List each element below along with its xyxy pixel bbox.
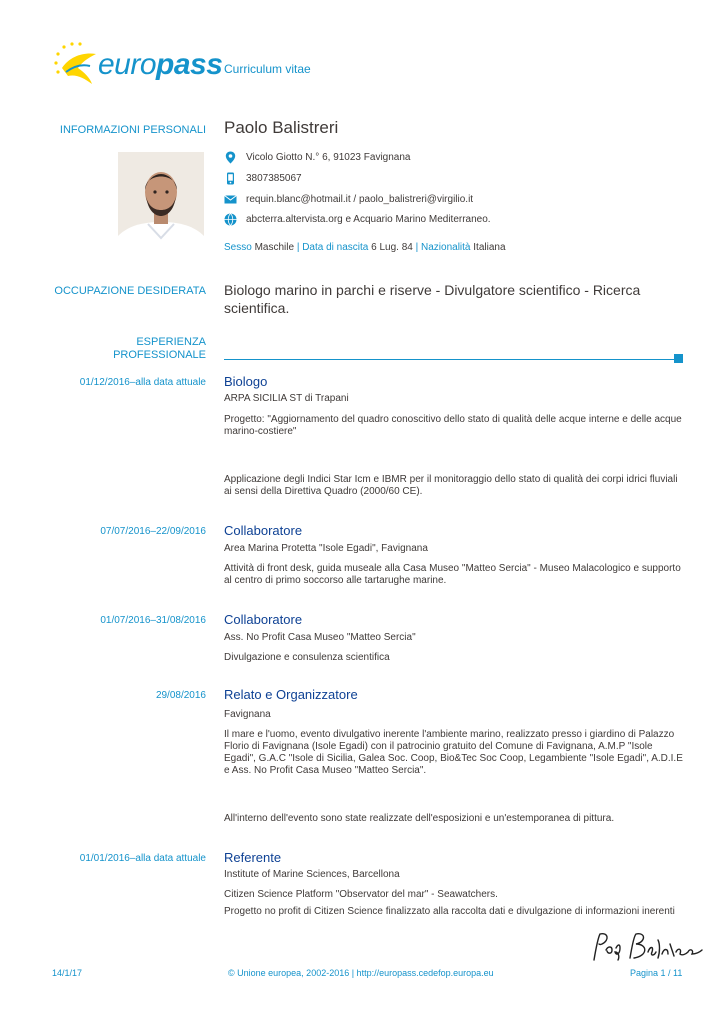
sex-value: Maschile <box>254 242 295 253</box>
experience-employer: ARPA SICILIA ST di Trapani <box>224 393 349 404</box>
birth-date-label: | Data di nascita <box>296 242 369 253</box>
footer-page-number: Pagina 1 / 11 <box>630 968 683 978</box>
sex-label: Sesso <box>224 242 252 253</box>
experience-description: Progetto: "Aggiornamento del quadro conoscitivo dello stato di qualità delle acque interne e delle acque marino-costiere" <box>224 414 682 437</box>
experience-date: 29/08/2016 <box>155 690 206 701</box>
europass-wordmark: europass <box>98 48 223 81</box>
experience-description: Il mare e l'uomo, evento divulgativo inerente l'ambiente marino, realizzato presso i giardino di Palazzo Florio di Favignana (Isole Egadi) con il patrocinio gratuito del Comune di Favignana, A.M.P "Isole Egadi", G.A.C "Isole di Sicilia, Galea Soc. Coop, Bio&Tec Soc Coop, Legambiente "Isole Egadi", A.D.I.E e Ass. No Profit Casa Museo "Matteo Sercia". <box>224 729 683 776</box>
birth-date-value: 6 Lug. 84 <box>371 242 413 253</box>
handwritten-signature <box>590 930 706 964</box>
footer-copyright[interactable]: © Unione europea, 2002-2016 | http://europass.cedefop.europa.eu <box>228 968 494 978</box>
candidate-name: Paolo Balistreri <box>224 118 339 137</box>
experience-description: Divulgazione e consulenza scientifica <box>224 652 390 663</box>
document-title: Curriculum vitae <box>224 62 311 76</box>
experience-title: Collaboratore <box>224 612 303 627</box>
experience-label-line2: PROFESSIONALE <box>113 349 206 361</box>
experience-title: Biologo <box>224 374 268 389</box>
experience-title: Collaboratore <box>224 523 303 538</box>
person-portrait-icon <box>118 152 204 252</box>
location-pin-icon <box>224 151 237 164</box>
experience-date: 07/07/2016–22/09/2016 <box>100 526 206 537</box>
personal-details <box>224 242 506 253</box>
experience-title: Referente <box>224 850 282 865</box>
experience-date: 01/07/2016–31/08/2016 <box>100 615 206 626</box>
section-divider-square <box>674 354 683 363</box>
experience-description: Citizen Science Platform "Observator del mar" - Seawatchers. <box>224 889 498 900</box>
experience-description-2: All'interno dell'evento sono state realizzate dell'esposizioni e un'estemporanea di pittura. <box>224 813 615 824</box>
section-label-personal: INFORMAZIONI PERSONALI <box>59 124 206 136</box>
section-divider-line <box>224 359 674 360</box>
experience-label-line1: ESPERIENZA <box>136 336 206 348</box>
experience-description-2: Applicazione degli Indici Star Icm e IBMR per il monitoraggio dello stato di qualità dei corpi idrici fluviali ai sensi della Direttiva Quadro (2000/60 CE). <box>224 474 678 497</box>
experience-employer: Favignana <box>224 709 271 720</box>
section-label-experience <box>113 336 206 362</box>
experience-employer: Ass. No Profit Casa Museo "Matteo Sercia" <box>224 632 416 643</box>
email-text[interactable]: requin.blanc@hotmail.it / paolo_balistreri@virgilio.it <box>246 194 474 205</box>
experience-title: Relato e Organizzatore <box>224 687 358 702</box>
contact-email[interactable] <box>224 193 473 206</box>
desired-job-text: Biologo marino in parchi e riserve - Divulgatore scientifico - Ricerca scientifica. <box>224 282 641 316</box>
footer-date: 14/1/17 <box>52 968 83 978</box>
phone-text: 3807385067 <box>246 173 302 184</box>
contact-phone <box>224 172 302 185</box>
experience-date: 01/01/2016–alla data attuale <box>79 853 206 864</box>
nationality-label: | Nazionalità <box>415 242 471 253</box>
experience-employer: Institute of Marine Sciences, Barcellona <box>224 869 400 880</box>
experience-description-2: Progetto no profit di Citizen Science finalizzato alla raccolta dati e divulgazione di informazioni inerenti <box>224 906 675 917</box>
website-globe-icon <box>224 213 237 226</box>
section-label-desired-job: OCCUPAZIONE DESIDERATA <box>54 285 206 297</box>
address-text: Vicolo Giotto N.° 6, 91023 Favignana <box>246 152 411 163</box>
nationality-value: Italiana <box>473 242 506 253</box>
profile-photo <box>118 152 204 252</box>
europass-logo <box>50 38 223 90</box>
experience-date: 01/12/2016–alla data attuale <box>79 377 206 388</box>
experience-employer: Area Marina Protetta "Isole Egadi", Favignana <box>224 543 428 554</box>
email-envelope-icon <box>224 193 237 206</box>
mobile-phone-icon <box>224 172 237 185</box>
experience-description: Attività di front desk, guida museale alla Casa Museo "Matteo Sercia" - Museo Malacologico e supporto al centro di primo soccorso alle tartarughe marine. <box>224 563 681 586</box>
contact-address <box>224 151 410 164</box>
contact-website[interactable] <box>224 213 491 226</box>
website-text[interactable]: abcterra.altervista.org e Acquario Marino Mediterraneo. <box>246 214 491 225</box>
